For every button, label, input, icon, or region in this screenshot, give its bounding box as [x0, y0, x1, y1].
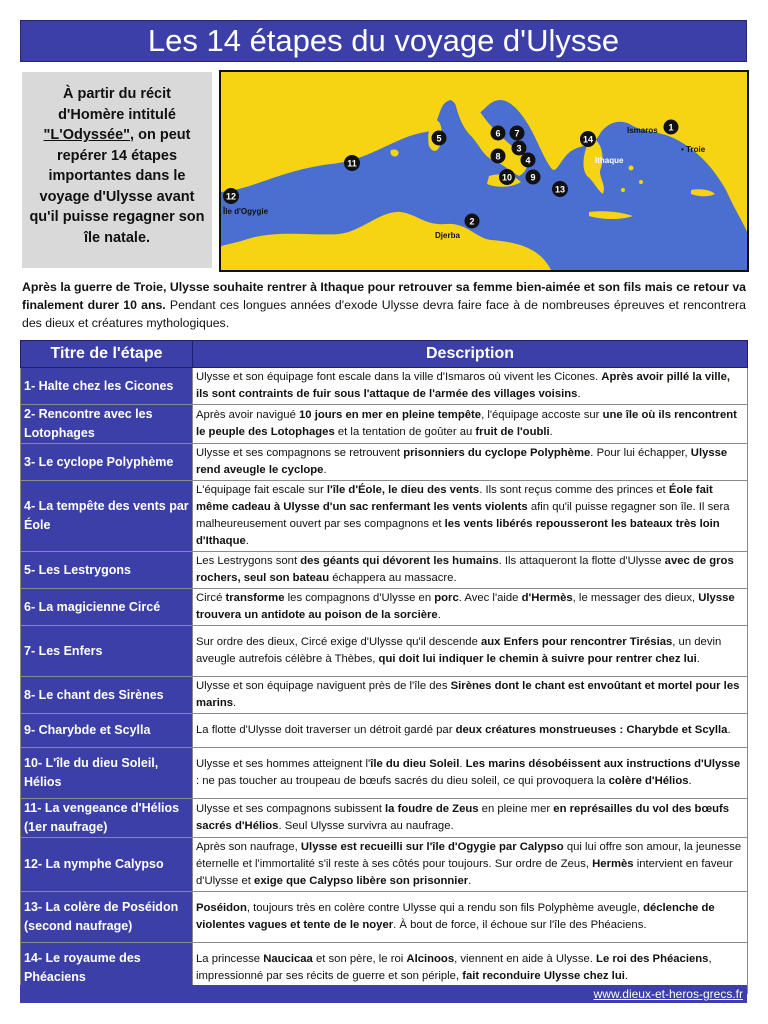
step-title: 3- Le cyclope Polyphème — [21, 444, 193, 481]
step-title: 2- Rencontre avec les Lotophages — [21, 405, 193, 444]
table-row — [21, 714, 748, 748]
description-text: Ulysse et son équipage naviguent près de l'île des — [196, 680, 451, 692]
description-emphasis: aux Enfers pour rencontrer Tirésias — [481, 636, 673, 648]
step-description — [193, 444, 748, 481]
description-text: qui lui offre son amour, la jeunesse éternelle et l'immortalité s'il reste à ses côtés pour toujours. Sur ordre de Zeus, — [196, 841, 742, 870]
description-emphasis: Hermès — [592, 858, 634, 870]
description-emphasis: Après avoir pillé la ville, ils sont contraints de fuir sous l'attaque de l'armée des villages voisins — [196, 371, 731, 400]
intro-book-title: "L'Odyssée" — [43, 127, 131, 143]
step-title: 9- Charybde et Scylla — [21, 714, 193, 748]
label-troie: • Troie — [681, 145, 706, 154]
table-row — [21, 589, 748, 626]
description-emphasis: les vents libérés repousseront les bateaux très loin d'Ithaque — [196, 518, 720, 547]
description-emphasis: prisonniers du cyclope Polyphème — [403, 447, 591, 459]
column-header-title: Titre de l'étape — [21, 341, 193, 368]
intro-text-start: À partir du récit d'Homère intitulé — [58, 86, 176, 123]
page-title: Les 14 étapes du voyage d'Ulysse — [20, 20, 747, 62]
label-ismaros: Ismaros — [627, 126, 658, 135]
marker-3 — [512, 141, 527, 156]
label-djerba: Djerba — [435, 231, 460, 240]
description-text: . — [437, 609, 441, 621]
step-title: 10- L'île du dieu Soleil, Hélios — [21, 748, 193, 799]
description-text: Ulysse et son équipage font escale dans la ville d'Ismaros où vivent les Cicones. — [196, 371, 602, 383]
description-text: . — [624, 970, 628, 982]
marker-9 — [526, 170, 541, 185]
intro-paragraph — [22, 278, 746, 332]
description-emphasis: Éole fait même cadeau à Ulysse d'un sac renfermant les vents violents — [196, 484, 713, 513]
website-link[interactable]: www.dieux-et-heros-grecs.fr — [593, 987, 743, 1001]
marker-5 — [432, 131, 447, 146]
description-emphasis: d'Hermès — [521, 592, 573, 604]
description-emphasis: fruit de l'oubli — [475, 426, 550, 438]
table-row — [21, 626, 748, 677]
svg-text:10: 10 — [501, 172, 513, 183]
steps-table — [20, 340, 748, 994]
table-row — [21, 677, 748, 714]
description-text: , l'équipage accoste sur — [481, 409, 603, 421]
svg-text:7: 7 — [514, 128, 520, 139]
description-text: . Seul Ulysse survivra au naufrage. — [278, 820, 454, 832]
description-text: Ulysse et ses hommes atteignent l' — [196, 758, 371, 770]
marker-1 — [664, 120, 679, 135]
description-emphasis: exige que Calypso libère son prisonnier — [254, 875, 469, 887]
description-text: . — [696, 653, 700, 665]
description-text: Ulysse et ses compagnons subissent — [196, 803, 386, 815]
label-ogygie: Île d'Ogygie — [223, 207, 269, 216]
column-header-description: Description — [193, 341, 748, 368]
description-text: Sur ordre des dieux, Circé exige d'Ulysse qu'il descende — [196, 636, 481, 648]
description-text: échappera au massacre. — [329, 572, 457, 584]
step-title: 11- La vengeance d'Hélios (1er naufrage) — [21, 799, 193, 838]
step-title: 8- Le chant des Sirènes — [21, 677, 193, 714]
description-text: et la tentation de goûter au — [334, 426, 476, 438]
step-description — [193, 368, 748, 405]
description-text: , viennent en aide à Ulysse. — [454, 953, 597, 965]
description-emphasis: colère d'Hélios — [608, 775, 689, 787]
description-text: les compagnons d'Ulysse en — [284, 592, 435, 604]
description-emphasis: en représailles du vol des bœufs sacrés d'Hélios — [196, 803, 730, 832]
description-emphasis: Sirènes dont le chant est envoûtant et mortel pour les marins — [196, 680, 740, 709]
svg-text:2: 2 — [469, 216, 475, 227]
description-text: . — [245, 535, 249, 547]
description-text: . — [577, 388, 581, 400]
intro-paragraph-rest: Pendant ces longues années d'exode Ulysse devra faire face à de nombreuses épreuves et rencontrera des dieux et créatures mythologiques. — [22, 298, 746, 330]
description-text: . Pour lui échapper, — [590, 447, 691, 459]
description-emphasis: déclenche de violentes vagues et tente de le noyer — [196, 902, 715, 931]
marker-13 — [552, 181, 568, 197]
svg-text:3: 3 — [516, 143, 522, 154]
description-emphasis: île du dieu Soleil — [370, 758, 460, 770]
step-description — [193, 838, 748, 892]
description-text: . — [549, 426, 553, 438]
description-text: , impressionné par ses récits de guerre et son périple, — [196, 953, 712, 982]
mediterranean-map — [219, 70, 749, 272]
table-row — [21, 799, 748, 838]
description-text: . — [323, 464, 327, 476]
label-ithaque: Ithaque — [595, 156, 624, 165]
step-description — [193, 481, 748, 552]
step-title: 4- La tempête des vents par Éole — [21, 481, 193, 552]
step-description — [193, 748, 748, 799]
step-description — [193, 677, 748, 714]
svg-text:1: 1 — [668, 122, 674, 133]
description-text: . — [727, 724, 731, 736]
table-body — [21, 368, 748, 994]
description-emphasis: Le roi des Phéaciens — [596, 953, 709, 965]
description-emphasis: Ulysse est recueilli sur l'île d'Ogygie par Calypso — [300, 841, 564, 853]
table-row — [21, 838, 748, 892]
description-emphasis: Ulysse rend aveugle le cyclope — [196, 447, 728, 476]
marker-4 — [521, 153, 536, 168]
description-text: , toujours très en colère contre Ulysse qui a rendu son fils Polyphème aveugle, — [246, 902, 644, 914]
description-emphasis: une île où ils rencontrent le peuple des Lotophages — [196, 409, 737, 438]
description-text: , le messager des dieux, — [572, 592, 699, 604]
description-emphasis: Alcinoos — [406, 953, 455, 965]
intro-text-end: , on peut repérer 14 étapes importantes dans le voyage d'Ulysse avant qu'il puisse regagner son île natale. — [29, 127, 205, 246]
description-emphasis: fait reconduire Ulysse chez lui — [462, 970, 625, 982]
description-emphasis: 10 jours en mer en pleine tempête — [299, 409, 482, 421]
description-text: Après son naufrage, — [196, 841, 301, 853]
marker-10 — [499, 169, 515, 185]
svg-text:12: 12 — [225, 191, 237, 202]
description-text: . — [468, 875, 472, 887]
marker-7 — [510, 126, 525, 141]
description-text: . Ils attaqueront la flotte d'Ulysse — [498, 555, 665, 567]
description-emphasis: des géants qui dévorent les humains — [300, 555, 499, 567]
description-emphasis: Poséidon — [196, 902, 247, 914]
description-emphasis: Naucicaa — [263, 953, 313, 965]
svg-text:8: 8 — [495, 151, 501, 162]
description-emphasis: Ulysse trouvera un antidote au poison de la sorcière — [196, 592, 735, 621]
step-description — [193, 589, 748, 626]
description-emphasis: porc — [434, 592, 459, 604]
description-emphasis: deux créatures monstrueuses : Charybde et Scylla — [455, 724, 728, 736]
table-row — [21, 552, 748, 589]
svg-text:14: 14 — [582, 134, 594, 145]
table-row — [21, 444, 748, 481]
description-text: L'équipage fait escale sur — [196, 484, 327, 496]
step-title: 13- La colère de Poséidon (second naufrage) — [21, 892, 193, 943]
marker-6 — [491, 126, 506, 141]
intro-box — [22, 72, 212, 268]
description-text: afin qu'il puisse regagner son île. Il sera malheureusement ouvert par ses compagnons et — [196, 501, 730, 530]
table-row — [21, 892, 748, 943]
step-title: 12- La nymphe Calypso — [21, 838, 193, 892]
description-text: en pleine mer — [478, 803, 554, 815]
step-description — [193, 552, 748, 589]
marker-12 — [223, 188, 239, 204]
table-row — [21, 368, 748, 405]
description-emphasis: transforme — [225, 592, 285, 604]
svg-text:6: 6 — [495, 128, 501, 139]
marker-8 — [491, 149, 506, 164]
description-text: La flotte d'Ulysse doit traverser un détroit gardé par — [196, 724, 456, 736]
step-description — [193, 799, 748, 838]
step-title: 14- Le royaume des Phéaciens — [21, 943, 193, 994]
step-title: 5- Les Lestrygons — [21, 552, 193, 589]
step-description — [193, 714, 748, 748]
step-description — [193, 626, 748, 677]
svg-text:5: 5 — [436, 133, 442, 144]
description-text: Circé — [196, 592, 226, 604]
table-row — [21, 481, 748, 552]
description-text: intervient en faveur d'Ulysse et — [196, 858, 733, 887]
description-text: Les Lestrygons sont — [196, 555, 301, 567]
svg-text:13: 13 — [554, 184, 566, 195]
table-row — [21, 405, 748, 444]
map-svg — [221, 72, 747, 270]
marker-11 — [344, 155, 360, 171]
description-text: . — [688, 775, 692, 787]
description-emphasis: qui doit lui indiquer le chemin à suivre pour rentrer chez lui — [378, 653, 697, 665]
svg-text:4: 4 — [525, 155, 531, 166]
step-description — [193, 405, 748, 444]
description-text: . Ils sont reçus comme des princes et — [479, 484, 669, 496]
table-header-row — [21, 341, 748, 368]
marker-2 — [465, 214, 480, 229]
marker-14 — [580, 131, 596, 147]
description-emphasis: Les marins désobéissent aux instructions d'Ulysse — [465, 758, 741, 770]
description-emphasis: avec de gros rochers, seul son bateau — [196, 555, 734, 584]
description-emphasis: l'île d'Éole, le dieu des vents — [326, 484, 480, 496]
description-text: et son père, le roi — [312, 953, 407, 965]
description-text: . — [233, 697, 237, 709]
description-text: La princesse — [196, 953, 264, 965]
svg-text:9: 9 — [530, 172, 536, 183]
description-text: . — [459, 758, 466, 770]
table-row — [21, 748, 748, 799]
svg-text:11: 11 — [347, 158, 357, 169]
description-text: . À bout de force, il échoue sur l'île des Phéaciens. — [393, 919, 647, 931]
description-text: Ulysse et ses compagnons se retrouvent — [196, 447, 404, 459]
description-text: Après avoir navigué — [196, 409, 299, 421]
description-emphasis: la foudre de Zeus — [385, 803, 479, 815]
step-description — [193, 892, 748, 943]
footer-bar — [20, 985, 747, 1003]
description-text: , un devin aveugle autrefois célèbre à Thèbes, — [196, 636, 722, 665]
description-text: : ne pas toucher au troupeau de bœufs sacrés du dieu soleil, ce qui provoquera la — [196, 775, 609, 787]
intro-paragraph-bold: Après la guerre de Troie, Ulysse souhaite rentrer à Ithaque pour retrouver sa femme bien-aimée et son fils mais ce retour va finalement durer 10 ans. — [22, 280, 746, 312]
step-title: 7- Les Enfers — [21, 626, 193, 677]
step-title: 1- Halte chez les Cicones — [21, 368, 193, 405]
description-text: . Avec l'aide — [458, 592, 522, 604]
step-title: 6- La magicienne Circé — [21, 589, 193, 626]
